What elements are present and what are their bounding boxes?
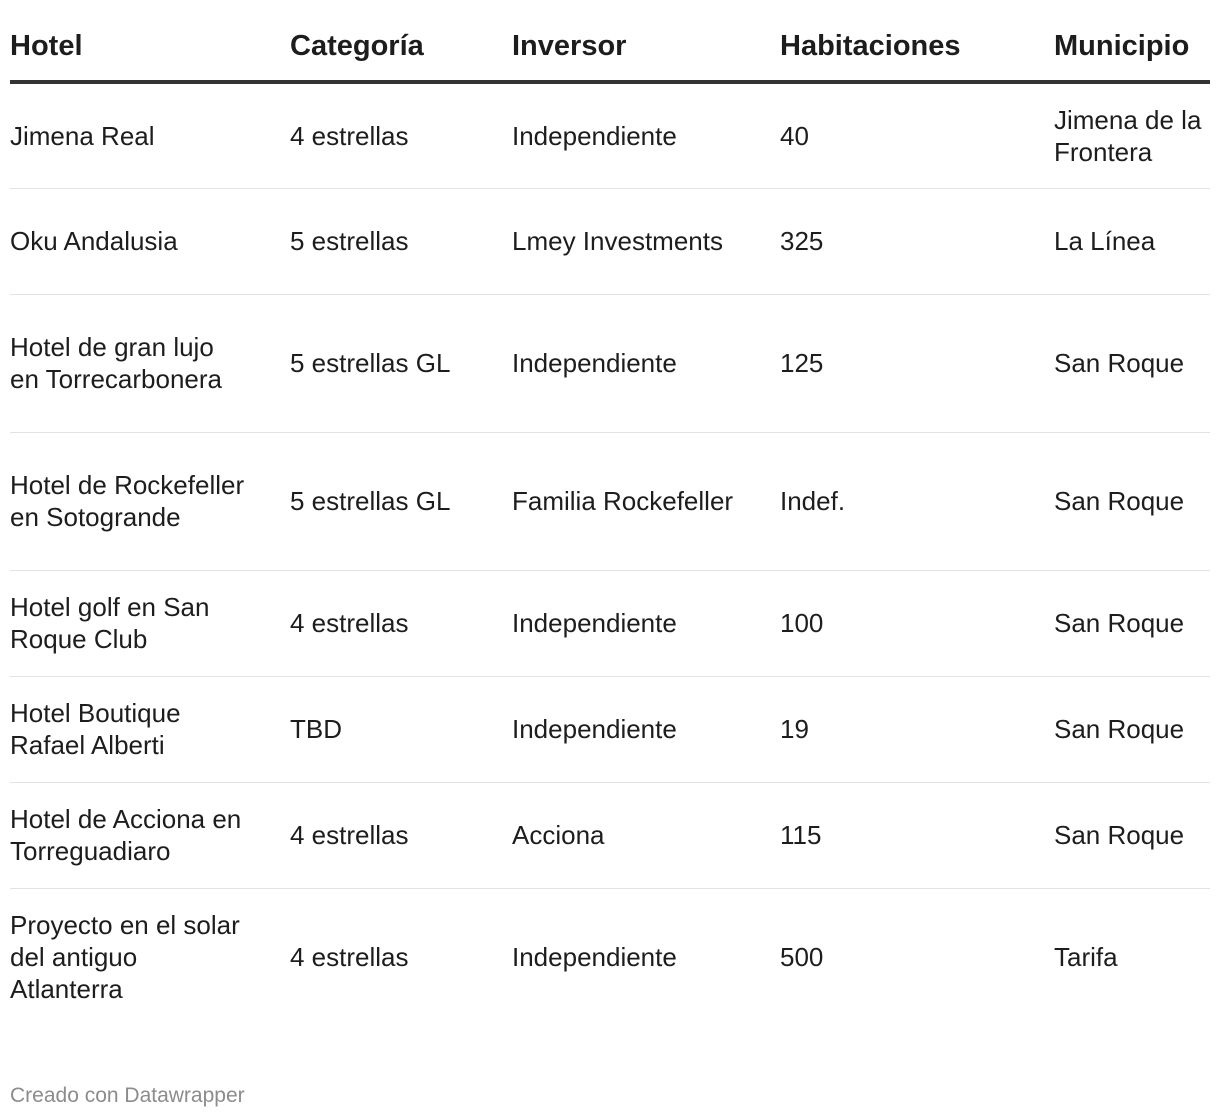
- cell-inversor: [512, 782, 780, 888]
- cell-hotel: [10, 570, 290, 676]
- table-row: [10, 782, 1210, 888]
- column-header-label: Habitaciones: [780, 30, 961, 62]
- cell-municipio: [1054, 82, 1210, 188]
- cell-text: San Roque: [1054, 820, 1185, 850]
- cell-text: Hotel de gran lujo en Torrecarbonera: [10, 332, 222, 394]
- cell-text: Independiente: [512, 608, 677, 638]
- cell-text: Hotel de Acciona en Torreguadiaro: [10, 804, 242, 866]
- cell-municipio: [1054, 294, 1210, 432]
- cell-text: San Roque: [1054, 486, 1185, 516]
- table-row: [10, 570, 1210, 676]
- cell-habitaciones: [780, 188, 1054, 294]
- cell-inversor: [512, 82, 780, 188]
- table-row: [10, 888, 1210, 1026]
- column-header-label: Categoría: [290, 30, 424, 62]
- cell-text: 4 estrellas: [290, 942, 409, 973]
- cell-hotel: [10, 432, 290, 570]
- table-row: [10, 188, 1210, 294]
- cell-inversor: [512, 676, 780, 782]
- cell-municipio: [1054, 432, 1210, 570]
- cell-text: TBD: [290, 714, 342, 744]
- cell-municipio: [1054, 888, 1210, 1026]
- column-header-categoria[interactable]: [290, 30, 512, 82]
- cell-text: Independiente: [512, 348, 677, 378]
- cell-hotel: [10, 82, 290, 188]
- table-body: [10, 82, 1210, 1026]
- cell-text: 5 estrellas GL: [290, 348, 451, 378]
- cell-text: 500: [780, 942, 824, 973]
- table-header-row: [10, 30, 1210, 82]
- table-row: [10, 432, 1210, 570]
- cell-habitaciones: [780, 82, 1054, 188]
- cell-text: Lmey Investments: [512, 226, 723, 256]
- column-header-inversor[interactable]: [512, 30, 780, 82]
- cell-categoria: [290, 294, 512, 432]
- cell-categoria: [290, 432, 512, 570]
- cell-text: Proyecto en el solar del antiguo Atlanterra: [10, 910, 240, 1005]
- cell-hotel: [10, 188, 290, 294]
- cell-text: San Roque: [1054, 714, 1185, 744]
- cell-categoria: [290, 570, 512, 676]
- cell-text: Acciona: [512, 820, 605, 850]
- cell-inversor: [512, 570, 780, 676]
- cell-categoria: [290, 888, 512, 1026]
- cell-municipio: [1054, 676, 1210, 782]
- cell-habitaciones: [780, 782, 1054, 888]
- cell-habitaciones: [780, 888, 1054, 1026]
- column-header-municipio[interactable]: [1054, 30, 1210, 82]
- cell-text: 5 estrellas GL: [290, 486, 451, 516]
- table-row: [10, 676, 1210, 782]
- cell-municipio: [1054, 570, 1210, 676]
- hotel-table-container: [10, 30, 1210, 1026]
- cell-habitaciones: [780, 432, 1054, 570]
- cell-text: 325: [780, 226, 824, 256]
- cell-hotel: [10, 888, 290, 1026]
- column-header-label: Hotel: [10, 30, 83, 62]
- cell-text: 4 estrellas: [290, 120, 409, 151]
- cell-text: 115: [780, 820, 822, 850]
- cell-text: Tarifa: [1054, 942, 1118, 973]
- cell-inversor: [512, 888, 780, 1026]
- cell-text: Independiente: [512, 942, 677, 973]
- cell-habitaciones: [780, 294, 1054, 432]
- cell-text: San Roque: [1054, 608, 1185, 638]
- cell-text: 125: [780, 348, 824, 378]
- cell-habitaciones: [780, 570, 1054, 676]
- table-row: [10, 294, 1210, 432]
- cell-categoria: [290, 82, 512, 188]
- cell-text: Independiente: [512, 714, 677, 744]
- cell-hotel: [10, 782, 290, 888]
- column-header-label: Inversor: [512, 30, 627, 62]
- cell-municipio: [1054, 188, 1210, 294]
- cell-hotel: [10, 294, 290, 432]
- cell-text: 100: [780, 608, 824, 638]
- cell-municipio: [1054, 782, 1210, 888]
- hotel-table: [10, 30, 1210, 1026]
- cell-inversor: [512, 432, 780, 570]
- cell-text: La Línea: [1054, 226, 1156, 256]
- cell-text: Oku Andalusia: [10, 226, 178, 256]
- cell-text: Hotel Boutique Rafael Alberti: [10, 698, 181, 760]
- cell-habitaciones: [780, 676, 1054, 782]
- column-header-habitaciones[interactable]: [780, 30, 1054, 82]
- cell-text: 19: [780, 714, 809, 744]
- column-header-label: Municipio: [1054, 30, 1190, 62]
- cell-text: Hotel de Rockefeller en Sotogrande: [10, 470, 245, 532]
- table-row: [10, 82, 1210, 188]
- column-header-hotel[interactable]: [10, 30, 290, 82]
- cell-text: Indef.: [780, 486, 846, 516]
- cell-text: Hotel golf en San Roque Club: [10, 592, 210, 654]
- cell-text: 4 estrellas: [290, 820, 409, 850]
- cell-hotel: [10, 676, 290, 782]
- cell-text: 40: [780, 120, 809, 151]
- cell-categoria: [290, 188, 512, 294]
- cell-text: Familia Rockefeller: [512, 486, 734, 516]
- cell-text: San Roque: [1054, 348, 1185, 378]
- cell-categoria: [290, 782, 512, 888]
- cell-text: 5 estrellas: [290, 226, 409, 256]
- cell-inversor: [512, 294, 780, 432]
- cell-text: Jimena Real: [10, 120, 155, 151]
- cell-text: 4 estrellas: [290, 608, 409, 638]
- cell-categoria: [290, 676, 512, 782]
- footer-credit[interactable]: Creado con Datawrapper: [10, 1084, 245, 1107]
- cell-text: Jimena de la Frontera: [1054, 104, 1202, 167]
- cell-inversor: [512, 188, 780, 294]
- cell-text: Independiente: [512, 120, 677, 151]
